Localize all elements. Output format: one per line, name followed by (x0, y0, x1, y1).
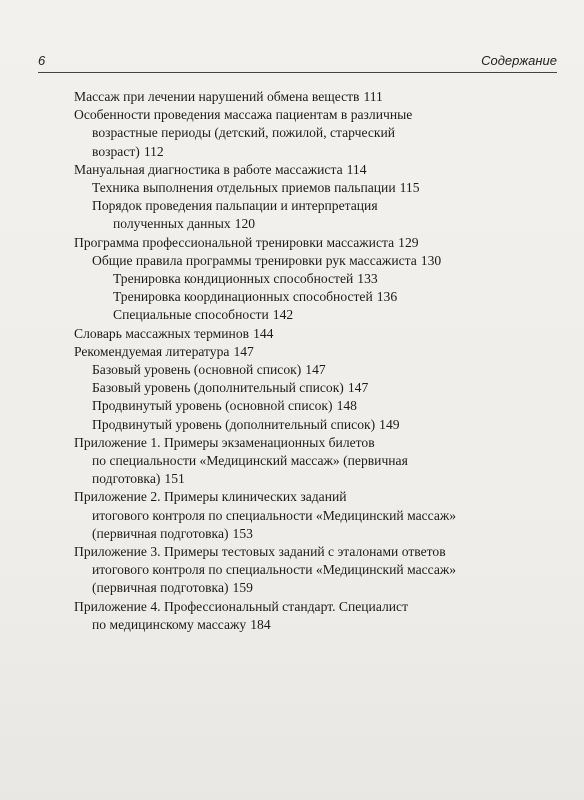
toc-entry (0, 270, 584, 288)
toc-page-number: 133 (357, 271, 378, 287)
toc-entry-text: по медицинскому массажу (92, 616, 247, 632)
toc-entry-text: Порядок проведения пальпации и интерпретация (92, 198, 378, 214)
toc-page-number: 130 (420, 252, 442, 268)
toc-entry-text: возраст) (92, 143, 140, 159)
toc-page-number: 129 (398, 234, 419, 250)
toc-entry (0, 397, 584, 415)
toc-entry-text: Приложение 2. Примеры клинических заданий (74, 489, 347, 505)
toc-page-number: 184 (250, 616, 271, 632)
toc-page-number: 147 (233, 343, 254, 359)
toc-entry (0, 434, 584, 489)
toc-entry (0, 343, 584, 361)
toc-entry (0, 325, 584, 343)
toc-entry (0, 88, 584, 106)
toc-entry (0, 488, 584, 543)
toc-entry (0, 106, 584, 161)
toc-entry-text: Базовый уровень (основной список) (92, 362, 302, 378)
toc-entry-text: итогового контроля по специальности «Медицинский массаж» (92, 507, 457, 523)
toc-page-number: 147 (347, 380, 369, 396)
toc-entry-text: (первичная подготовка) (92, 580, 229, 596)
toc-page-number: 120 (234, 216, 256, 232)
toc-entry (0, 598, 584, 634)
toc-page-number: 148 (336, 398, 357, 414)
toc-entry (0, 543, 584, 598)
toc-entry-text: Базовый уровень (дополнительный список) (92, 380, 344, 396)
toc-entry (0, 288, 584, 306)
toc-page-number: 151 (164, 471, 185, 487)
toc-page-number: 149 (379, 416, 400, 432)
toc-page-number: 136 (376, 289, 398, 305)
toc-entry-text: Специальные способности (113, 307, 269, 323)
toc-entry-text: Продвинутый уровень (дополнительный список) (92, 416, 376, 432)
toc-page-number: 142 (272, 307, 294, 323)
toc-entry-text: Техника выполнения отдельных приемов пальпации (92, 180, 396, 196)
toc-entry-text: Приложение 4. Профессиональный стандарт. Специалист (74, 598, 409, 614)
toc-entry (0, 361, 584, 379)
toc-entry (0, 179, 584, 197)
toc-entry (0, 252, 584, 270)
toc-entry-text: Мануальная диагностика в работе массажиста (74, 161, 343, 177)
toc-entry-text: (первичная подготовка) (92, 525, 229, 541)
toc-entry-text: Приложение 3. Примеры тестовых заданий с эталонами ответов (74, 544, 446, 560)
toc-entry-text: Продвинутый уровень (основной список) (92, 398, 333, 414)
toc-entry-text: полученных данных (113, 216, 231, 232)
toc-page-number: 115 (399, 180, 420, 196)
toc-entry-text: Особенности проведения массажа пациентам в различные (74, 107, 413, 123)
toc-page-number: 111 (363, 89, 383, 104)
toc-entry-text: возрастные периоды (детский, пожилой, старческий (92, 125, 396, 141)
running-header (38, 53, 557, 73)
toc-entry-text: Программа профессиональной тренировки массажиста (74, 234, 395, 250)
toc-entry (0, 416, 584, 434)
toc-entry-text: Приложение 1. Примеры экзаменационных билетов (74, 434, 375, 450)
section-title: Содержание (481, 53, 557, 68)
toc-page-number: 112 (143, 143, 164, 159)
toc-entry (0, 379, 584, 397)
toc-page-number: 159 (232, 580, 253, 596)
table-of-contents (0, 88, 584, 634)
page-number: 6 (38, 53, 46, 68)
toc-page-number: 144 (253, 325, 274, 341)
toc-entry (0, 161, 584, 179)
toc-entry (0, 197, 584, 233)
toc-entry-text: подготовка) (92, 471, 161, 487)
toc-entry-text: по специальности «Медицинский массаж» (первичная (92, 453, 408, 469)
toc-entry-text: Словарь массажных терминов (74, 325, 250, 341)
toc-entry (0, 306, 584, 324)
toc-entry-text: Общие правила программы тренировки рук массажиста (92, 252, 417, 268)
header-rule (38, 72, 557, 73)
toc-page-number: 147 (305, 362, 326, 378)
toc-page-number: 114 (346, 161, 367, 177)
toc-page-number: 153 (232, 525, 253, 541)
toc-entry-text: Рекомендуемая литература (74, 343, 230, 359)
toc-entry-text: Массаж при лечении нарушений обмена веществ (74, 89, 360, 104)
toc-entry (0, 234, 584, 252)
toc-entry-text: Тренировка координационных способностей (113, 289, 373, 305)
toc-entry-text: Тренировка кондиционных способностей (113, 271, 354, 287)
toc-entry-text: итогового контроля по специальности «Медицинский массаж» (92, 562, 457, 578)
